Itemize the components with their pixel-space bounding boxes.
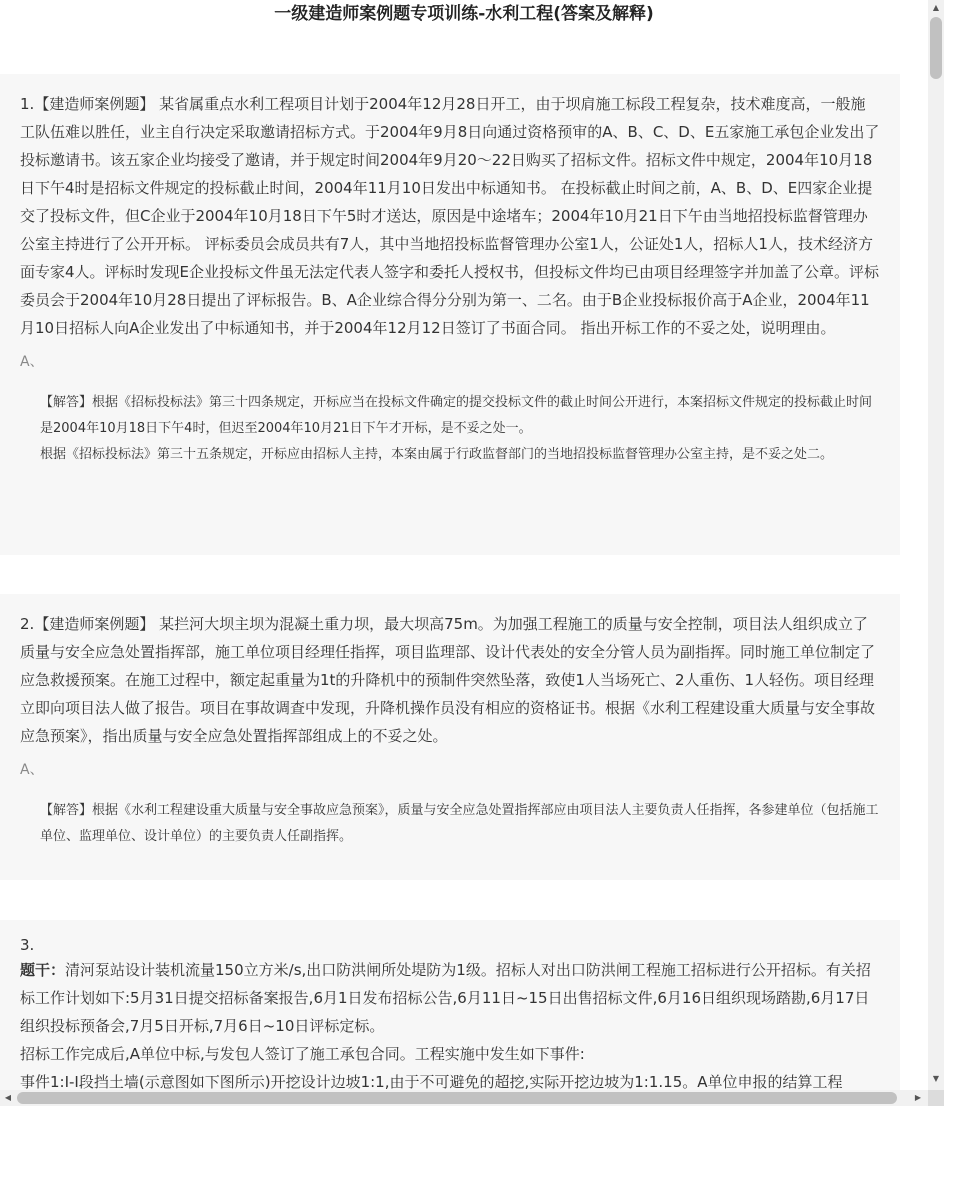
question-text-1 bbox=[20, 90, 880, 342]
vertical-scrollbar[interactable] bbox=[928, 0, 944, 1090]
question-tag: 【建造师案例题】 bbox=[34, 95, 155, 113]
stem-label: 题干： bbox=[20, 961, 66, 979]
horizontal-scrollbar[interactable] bbox=[0, 1090, 928, 1106]
option-label: A、 bbox=[20, 354, 44, 370]
option-label: A、 bbox=[20, 762, 44, 778]
answer-block-2 bbox=[40, 798, 880, 850]
question-number: 3. bbox=[20, 936, 35, 954]
stem-line: 招标工作完成后,A单位中标,与发包人签订了施工承包合同。工程实施中发生如下事件: bbox=[20, 1045, 585, 1063]
question-body: 某省属重点水利工程项目计划于2004年12月28日开工，由于坝肩施工标段工程复杂，技术难度高，一般施工队伍难以胜任，业主自行决定采取邀请招标方式。于2004年9月8日向通过资格预审的A、B、C、D、E五家施工承包企业发出了投标邀请书。该五家企业均接受了邀请，并于规定时间2004年9月20～22日购买了招标文件。招标文件中规定，2004年10月18日下午4时是招标文件规定的投标截止时间，2004年11月10日发出中标通知书。 在投标截止时间之前，A、B、D、E四家企业提交了投标文件，但C企业于2004年10月18日下午5时才送达，原因是中途堵车；2004年10月21日下午由当地招投标监督管理办公室主持进行了公开开标。 评标委员会成员共有7人，其中当地招投标监督管理办公室1人，公证处1人，招标人1人，技术经济方面专家4人。评标时发现E企业投标文件虽无法定代表人签字和委托人授权书，但投标文件均已由项目经理签字并加盖了公章。评标委员会于2004年10月28日提出了评标报告。B、A企业综合得分分别为第一、二名。由于B企业投标报价高于A企业，2004年11月10日招标人向A企业发出了中标通知书，并于2004年12月12日签订了书面合同。 指出开标工作的不妥之处，说明理由。 bbox=[20, 95, 880, 337]
scroll-right-arrow-icon[interactable]: ▶ bbox=[914, 1093, 922, 1102]
stem-line: 事件1:I-I段挡土墙(示意图如下图所示)开挖设计边坡1:1,由于不可避免的超挖,实际开挖边坡为1:1.15。A单位申报的结算工程 bbox=[20, 1073, 843, 1090]
question-number: 1. bbox=[20, 95, 35, 113]
answer-paragraph: 根据《招标投标法》第三十五条规定，开标应由招标人主持，本案由属于行政监督部门的当地招投标监督管理办公室主持，是不妥之处二。 bbox=[40, 447, 834, 462]
answer-block-1 bbox=[40, 390, 880, 468]
answer-paragraph: 【解答】根据《水利工程建设重大质量与安全事故应急预案》，质量与安全应急处置指挥部应由项目法人主要负责人任指挥，各参建单位（包括施工单位、监理单位、设计单位）的主要负责人任副指挥。 bbox=[40, 803, 879, 844]
scroll-down-arrow-icon[interactable]: ▼ bbox=[932, 1074, 940, 1083]
question-card-2 bbox=[0, 594, 900, 880]
question-number: 2. bbox=[20, 615, 35, 633]
page-title: 一级建造师案例题专项训练-水利工程(答案及解释) bbox=[274, 4, 654, 24]
question-card-3 bbox=[0, 920, 900, 1090]
scroll-up-arrow-icon[interactable]: ▲ bbox=[932, 3, 940, 12]
scroll-left-arrow-icon[interactable]: ◀ bbox=[4, 1093, 12, 1102]
answer-paragraph: 【解答】根据《招标投标法》第三十四条规定，开标应当在投标文件确定的提交投标文件的截止时间公开进行，本案招标文件规定的投标截止时间是2004年10月18日下午4时，但迟至2004年10月21日下午才开标，是不妥之处一。 bbox=[40, 395, 873, 436]
stem-text: 清河泵站设计装机流量150立方米/s,出口防洪闸所处堤防为1级。招标人对出口防洪闸工程施工招标进行公开招标。有关招标工作计划如下:5月31日提交招标备案报告,6月1日发布招标公告,6月11日~15日出售招标文件,6月16日组织现场踏勘,6月17日组织投标预备会,7月5日开标,7月6日~10日评标定标。 bbox=[20, 961, 871, 1035]
question-tag: 【建造师案例题】 bbox=[34, 615, 155, 633]
scrollbar-corner bbox=[928, 1090, 944, 1106]
horizontal-scroll-thumb[interactable] bbox=[17, 1092, 897, 1104]
question-stem-3 bbox=[20, 956, 880, 1040]
question-card-1 bbox=[0, 74, 900, 555]
vertical-scroll-thumb[interactable] bbox=[930, 17, 942, 79]
question-body: 某拦河大坝主坝为混凝土重力坝，最大坝高75m。为加强工程施工的质量与安全控制，项目法人组织成立了质量与安全应急处置指挥部，施工单位项目经理任指挥，项目监理部、设计代表处的安全分管人员为副指挥。同时施工单位制定了应急救援预案。在施工过程中，额定起重量为1t的升降机中的预制件突然坠落，致使1人当场死亡、2人重伤、1人轻伤。项目经理立即向项目法人做了报告。项目在事故调查中发现，升降机操作员没有相应的资格证书。根据《水利工程建设重大质量与安全事故应急预案》，指出质量与安全应急处置指挥部组成上的不妥之处。 bbox=[20, 615, 876, 745]
question-text-2 bbox=[20, 610, 880, 750]
